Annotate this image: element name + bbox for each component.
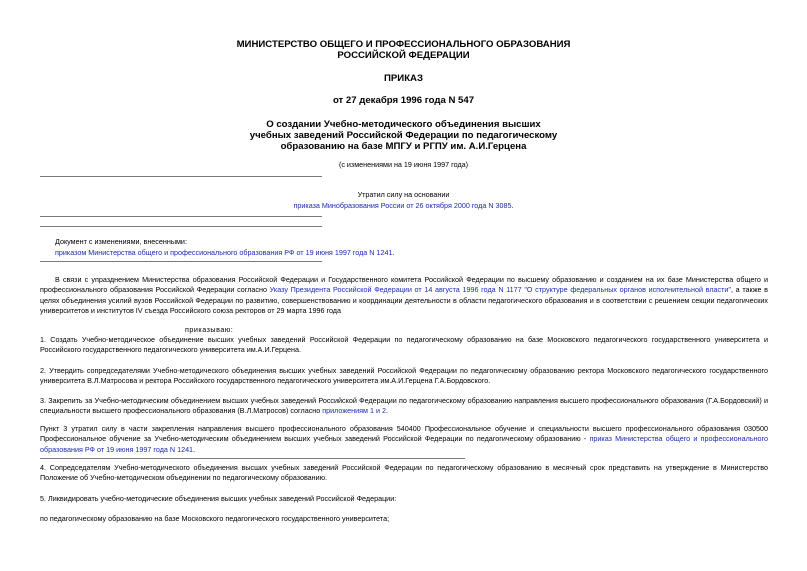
document-type: ПРИКАЗ — [384, 73, 423, 84]
divider-line — [40, 261, 322, 262]
item-1: 1. Создать Учебно-методическое объединение высших учебных заведений Российской Федерации по педагогическому образованию на базе Московского педагогического государственного университета и Российского государственного педагогического университета им.А.И.Герцена. — [40, 335, 768, 355]
divider-line — [40, 176, 322, 177]
expired-source-line: приказа Минобразования России от 26 октября 2000 года N 3085. — [293, 201, 514, 210]
amended-by-link[interactable]: приказом Министерства общего и профессионального образования РФ от 19 июня 1997 года N 1241 — [55, 248, 393, 257]
expired-source-link[interactable]: приказа Минобразования России от 26 октября 2000 года N 3085 — [293, 201, 512, 210]
item-3: 3. Закрепить за Учебно-методическим объединением высших учебных заведений Российской Федерации по педагогическому образованию направления высшего профессионального образования (Г.А.Бордовский) и специальности высшего профессионального образования (В.Л.Матросов) согласно приложениям 1 и 2. — [40, 396, 768, 416]
amended-by-label: Документ с изменениями, внесенными: — [55, 237, 187, 246]
item-3-note-link[interactable]: приказ Министерства общего и профессионального образования РФ от 19 июня 1997 года N 1241 — [40, 434, 768, 454]
expired-note: Утратил силу на основании — [357, 190, 450, 199]
item-3-note: Пункт 3 утратил силу в части закрепления направления высшего профессионального образования 540400 Профессиональное обучение и специальности высшего профессионального образования 030500 Профессиональное обучение за Учебно-методическим объединением высших учебных заведений Российской Федерации по педагогическому образованию - приказ Министерства общего и профессионального образования РФ от 19 июня 1997 года N 1241. — [40, 424, 768, 454]
divider-line — [40, 216, 322, 217]
divider-line — [40, 458, 465, 459]
document-title-line1: О создании Учебно-методического объединения высших — [266, 119, 541, 130]
appendices-link[interactable]: приложениям 1 и 2 — [322, 406, 386, 416]
amended-by-line: приказом Министерства общего и профессионального образования РФ от 19 июня 1997 года N 1241. — [55, 248, 395, 257]
ministry-name-line1: МИНИСТЕРСТВО ОБЩЕГО И ПРОФЕССИОНАЛЬНОГО ОБРАЗОВАНИЯ — [236, 39, 571, 50]
document-date-number: от 27 декабря 1996 года N 547 — [332, 95, 475, 106]
item-2: 2. Утвердить сопредседателями Учебно-методического объединения высших учебных заведений Российской Федерации по педагогическому образованию ректора Московского педагогического государственного университета В.Л.Матросова и ректора Российского государственного педагогического университета им.А.И.Герцена Г.А.Бордовского. — [40, 366, 768, 386]
item-5: 5. Ликвидировать учебно-методические объединения высших учебных заведений Российской Федерации: — [40, 494, 397, 503]
presidential-decree-link[interactable]: Указу Президента Российской Федерации от 14 августа 1996 года N 1177 "О структуре федеральных органов исполнительной власти" — [269, 285, 731, 295]
item-5-sub: по педагогическому образованию на базе Московского педагогического государственного университета; — [40, 514, 390, 523]
preamble-paragraph: В связи с упразднением Министерства образования Российской Федерации и Государственного комитета Российской Федерации по высшему образованию и созданием на их базе Министерства общего и профессионального образования Российской Федерации согласно Указу Президента Российской Федерации от 14 августа 1996 года N 1177 "О структуре федеральных органов исполнительной власти", а также в целях объединения усилий вузов Российской Федерации по развитию, совершенствованию и координации деятельности в области педагогического образования и в соответствии с решением секции педагогических университетов и институтов IV съезда Российского союза ректоров от 29 марта 1996 года — [40, 275, 768, 316]
item-4: 4. Сопредседателям Учебно-методического объединения высших учебных заведений Российской Федерации по педагогическому образованию в месячный срок представить на утверждение в Министерство Положение об Учебно-методическом объединении по педагогическому образованию. — [40, 463, 768, 483]
divider-line — [40, 226, 322, 227]
document-title-line2: учебных заведений Российской Федерации по педагогическому — [249, 130, 558, 141]
order-word: приказываю: — [185, 325, 234, 334]
ministry-name-line2: РОССИЙСКОЙ ФЕДЕРАЦИИ — [337, 50, 470, 61]
document-title-line3: образованию на базе МПГУ и РГПУ им. А.И.Герцена — [280, 141, 527, 152]
amendments-note: (с изменениями на 19 июня 1997 года) — [338, 160, 469, 169]
